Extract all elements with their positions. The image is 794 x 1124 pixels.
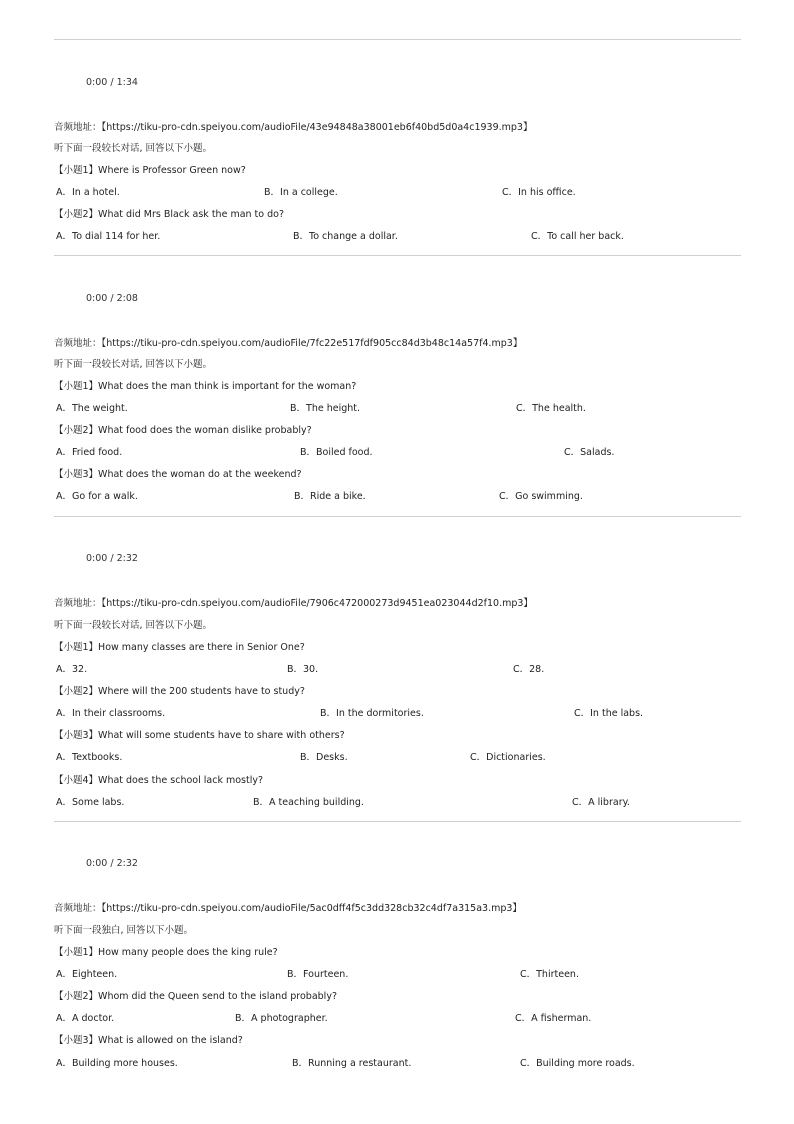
option-b[interactable]: B．Boiled food. xyxy=(300,447,373,458)
divider xyxy=(54,821,741,822)
option-a[interactable]: A．The weight. xyxy=(56,403,128,414)
option-b[interactable]: B．A photographer. xyxy=(235,1013,328,1024)
option-c[interactable]: C．Go swimming. xyxy=(499,491,583,502)
instruction-text: 听下面一段较长对话, 回答以下小题。 xyxy=(54,359,213,370)
audio-player-time[interactable]: 0:00 / 2:32 xyxy=(86,553,138,564)
question-text: 【小题2】What did Mrs Black ask the man to do? xyxy=(54,209,284,220)
option-c[interactable]: C．Dictionaries. xyxy=(470,752,546,763)
option-a[interactable]: A．Fried food. xyxy=(56,447,123,458)
audio-address-line xyxy=(54,900,522,914)
option-b[interactable]: B．30. xyxy=(287,664,319,675)
option-b[interactable]: B．In a college. xyxy=(264,187,338,198)
option-a[interactable]: A．Building more houses. xyxy=(56,1058,178,1069)
audio-address-label: 音频地址： xyxy=(54,903,102,914)
question-text: 【小题1】How many classes are there in Senior One? xyxy=(54,642,305,653)
audio-player-time[interactable]: 0:00 / 1:34 xyxy=(86,77,138,88)
question-text: 【小题3】What will some students have to share with others? xyxy=(54,730,345,741)
question-text: 【小题3】What does the woman do at the weekend? xyxy=(54,469,302,480)
audio-url-link[interactable]: 【https://tiku-pro-cdn.speiyou.com/audioFile/7906c472000273d9451ea023044d2f10.mp3】 xyxy=(101,598,533,609)
option-c[interactable]: C．To call her back. xyxy=(531,231,624,242)
option-a[interactable]: A．Go for a walk. xyxy=(56,491,138,502)
audio-address-line xyxy=(54,335,522,349)
option-a[interactable]: A．To dial 114 for her. xyxy=(56,231,161,242)
divider xyxy=(54,516,741,517)
option-b[interactable]: B．Desks. xyxy=(300,752,348,763)
question-text: 【小题4】What does the school lack mostly? xyxy=(54,775,264,786)
instruction-text: 听下面一段独白, 回答以下小题。 xyxy=(54,925,194,936)
option-b[interactable]: B．The height. xyxy=(290,403,361,414)
option-b[interactable]: B．In the dormitories. xyxy=(320,708,424,719)
option-c[interactable]: C．A fisherman. xyxy=(515,1013,592,1024)
audio-player-time[interactable]: 0:00 / 2:08 xyxy=(86,293,138,304)
option-a[interactable]: A．Eighteen. xyxy=(56,969,118,980)
audio-address-label: 音频地址： xyxy=(54,122,102,133)
audio-url-link[interactable]: 【https://tiku-pro-cdn.speiyou.com/audioFile/7fc22e517fdf905cc84d3b48c14a57f4.mp3】 xyxy=(101,338,523,349)
divider xyxy=(54,39,741,40)
audio-address-label: 音频地址： xyxy=(54,598,102,609)
option-b[interactable]: B．Ride a bike. xyxy=(294,491,366,502)
option-a[interactable]: A．Some labs. xyxy=(56,797,125,808)
option-c[interactable]: C．The health. xyxy=(516,403,586,414)
audio-address-label: 音频地址： xyxy=(54,338,102,349)
option-c[interactable]: C．Salads. xyxy=(564,447,615,458)
instruction-text: 听下面一段较长对话, 回答以下小题。 xyxy=(54,143,213,154)
option-a[interactable]: A．A doctor. xyxy=(56,1013,115,1024)
option-c[interactable]: C．Building more roads. xyxy=(520,1058,635,1069)
option-c[interactable]: C．In the labs. xyxy=(574,708,644,719)
option-b[interactable]: B．A teaching building. xyxy=(253,797,364,808)
option-b[interactable]: B．Running a restaurant. xyxy=(292,1058,412,1069)
option-c[interactable]: C．Thirteen. xyxy=(520,969,579,980)
question-text: 【小题1】What does the man think is important for the woman? xyxy=(54,381,357,392)
question-text: 【小题2】Whom did the Queen send to the island probably? xyxy=(54,991,337,1002)
question-text: 【小题2】What food does the woman dislike probably? xyxy=(54,425,312,436)
option-c[interactable]: C．In his office. xyxy=(502,187,576,198)
option-a[interactable]: A．In their classrooms. xyxy=(56,708,166,719)
audio-player-time[interactable]: 0:00 / 2:32 xyxy=(86,858,138,869)
option-a[interactable]: A．Textbooks. xyxy=(56,752,123,763)
instruction-text: 听下面一段较长对话, 回答以下小题。 xyxy=(54,620,213,631)
audio-url-link[interactable]: 【https://tiku-pro-cdn.speiyou.com/audioFile/43e94848a38001eb6f40bd5d0a4c1939.mp3】 xyxy=(101,122,533,133)
question-text: 【小题1】Where is Professor Green now? xyxy=(54,165,246,176)
divider xyxy=(54,255,741,256)
option-b[interactable]: B．Fourteen. xyxy=(287,969,349,980)
option-c[interactable]: C．A library. xyxy=(572,797,630,808)
question-text: 【小题3】What is allowed on the island? xyxy=(54,1035,243,1046)
option-a[interactable]: A．In a hotel. xyxy=(56,187,120,198)
audio-address-line xyxy=(54,119,532,133)
option-c[interactable]: C．28. xyxy=(513,664,545,675)
option-b[interactable]: B．To change a dollar. xyxy=(293,231,398,242)
audio-address-line xyxy=(54,595,533,609)
question-text: 【小题2】Where will the 200 students have to study? xyxy=(54,686,305,697)
audio-url-link[interactable]: 【https://tiku-pro-cdn.speiyou.com/audioFile/5ac0dff4f5c3dd328cb32c4df7a315a3.mp3】 xyxy=(101,903,522,914)
question-text: 【小题1】How many people does the king rule? xyxy=(54,947,278,958)
option-a[interactable]: A．32. xyxy=(56,664,88,675)
